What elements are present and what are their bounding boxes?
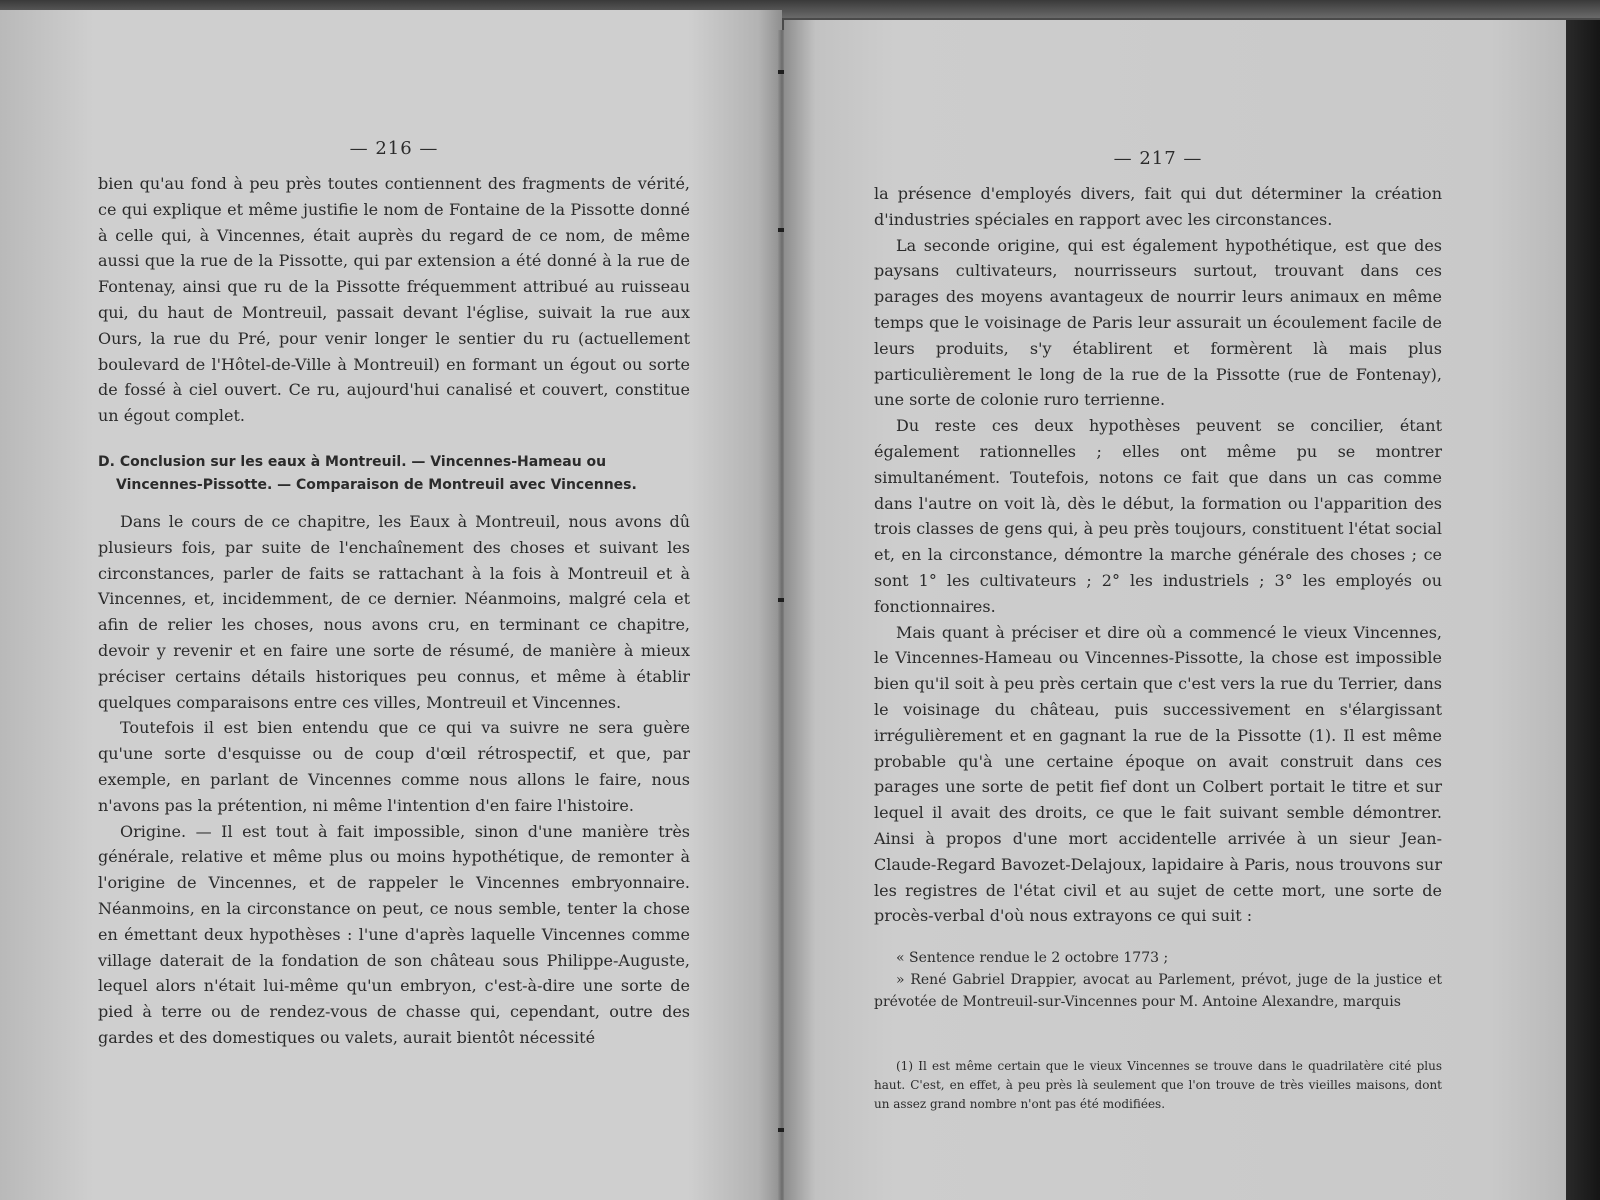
right-paragraph-2: La seconde origine, qui est également hypothétique, est que des paysans cultivateurs, nourrisseurs surtout, trouvant dans ces parages des moyens avantageux de nourrir leurs animaux en même temps que le voisinage de Paris leur assurait un écoulement facile de leurs produits, s'y établirent et formèrent là mais plus particulièrement le long de la rue de la Pissotte (rue de Fontenay), une sorte de colonie ruro terrienne. <box>874 235 1442 410</box>
quoted-excerpt <box>874 947 1442 1013</box>
left-paragraph-4: Origine. — Il est tout à fait impossible, sinon d'une manière très générale, relative et même plus ou moins hypothétique, de remonter à l'origine de Vincennes, et de rappeler le Vincennes embryonnaire. Néanmoins, en la circonstance on peut, ce nous semble, tenter la chose en émettant deux hypothèses : l'une d'après laquelle Vincennes comme village daterait de la fondation de son château sous Philippe-Auguste, lequel alors n'était lui-même qu'un embryon, c'est-à-dire une sorte de pied à terre ou de rendez-vous de chasse qui, cependant, outre des gardes et des domestiques ou valets, aurait bientôt nécessité <box>98 821 690 1047</box>
book-cover-edge <box>1566 20 1600 1200</box>
left-page <box>0 10 782 1200</box>
left-paragraph-3: Toutefois il est bien entendu que ce qui va suivre ne sera guère qu'une sorte d'esquisse ou de coup d'œil rétrospectif, et que, par exemple, en parlant de Vincennes comme nous allons le faire, nous n'avons pas la prétention, ni même l'intention d'en faire l'histoire. <box>98 718 690 815</box>
footnote-text: (1) Il est même certain que le vieux Vincennes se trouve dans le quadrilatère cité plus haut. C'est, en effet, à peu près là seulement que l'on trouve de très vieilles maisons, dont un assez grand nombre n'ont pas été modifiées. <box>874 1059 1442 1112</box>
section-heading <box>98 451 690 497</box>
quote-line-1: « Sentence rendue le 2 octobre 1773 ; <box>896 950 1169 967</box>
section-heading-line-1: D. Conclusion sur les eaux à Montreuil. — Vincennes-Hameau ou <box>98 453 607 470</box>
right-paragraph-4: Mais quant à préciser et dire où a commencé le vieux Vincennes, le Vincennes-Hameau ou Vincennes-Pissotte, la chose est impossible bien qu'il soit à peu près certain que c'est vers la rue du Terrier, dans le voisinage du château, puis successivement en s'élargissant irrégulièrement et en gagnant la rue de la Pissotte (1). Il est même probable qu'à une certaine époque on avait construit dans ces parages une sorte de petit fief dont un Colbert portait le titre et sur lequel il avait des droits, ce que le fait suivant semble démontrer. Ainsi à propos d'une mort accidentelle arrivée à un sieur Jean-Claude-Regard Bavozet-Delajoux, lapidaire à Paris, nous trouvons sur les registres de l'état civil et au sujet de cette mort, une sorte de procès-verbal d'où nous extrayons ce qui suit : <box>874 622 1442 926</box>
right-paragraph-1: la présence d'employés divers, fait qui dut déterminer la création d'industries spéciales en rapport avec les circonstances. <box>874 184 1442 229</box>
right-paragraph-3: Du reste ces deux hypothèses peuvent se concilier, étant également rationnelles ; elles ont même pu se montrer simultanément. Toutefois, notons ce fait que dans un cas comme dans l'autre on voit là, dès le début, la formation ou l'apparition des trois classes de gens qui, à peu près toujours, constituent l'état social et, en la circonstance, démontre la marche générale des choses ; ce sont 1° les cultivateurs ; 2° les industriels ; 3° les employés ou fonctionnaires. <box>874 416 1442 616</box>
right-page <box>784 20 1570 1200</box>
footnote <box>874 1057 1442 1114</box>
left-paragraph-1: bien qu'au fond à peu près toutes contiennent des fragments de vérité, ce qui explique et même justifie le nom de Fontaine de la Pissotte donné à celle qui, à Vincennes, était auprès du regard de ce nom, de même aussi que la rue de la Pissotte, qui par extension a été donné à la rue de Fontenay, ainsi que ru de la Pissotte fréquemment attribué au ruisseau qui, du haut de Montreuil, passait devant l'église, suivait la rue aux Ours, la rue du Pré, pour venir longer le sentier du ru (actuellement boulevard de l'Hôtel-de-Ville à Montreuil) en formant un égout ou sorte de fossé à ciel ouvert. Ce ru, aujourd'hui canalisé et couvert, constitue un égout complet. <box>98 174 690 426</box>
page-number-right: — 217 — <box>1113 148 1203 169</box>
page-number-left: — 216 — <box>349 138 439 159</box>
section-heading-line-2: Vincennes-Pissotte. — Comparaison de Montreuil avec Vincennes. <box>116 476 637 493</box>
left-paragraph-2: Dans le cours de ce chapitre, les Eaux à Montreuil, nous avons dû plusieurs fois, par suite de l'enchaînement des choses et suivant les circonstances, parler de faits se rattachant à la fois à Montreuil et à Vincennes, et, incidemment, de ce dernier. Néanmoins, malgré cela et afin de relier les choses, nous avons cru, en terminant ce chapitre, devoir y revenir et en faire une sorte de résumé, de manière à mieux préciser certains détails historiques peu connus, et même à établir quelques comparaisons entre ces villes, Montreuil et Vincennes. <box>98 511 690 712</box>
quote-line-2: » René Gabriel Drappier, avocat au Parlement, prévot, juge de la justice et prévotée de Montreuil-sur-Vincennes pour M. Antoine Alexandre, marquis <box>874 972 1442 1011</box>
